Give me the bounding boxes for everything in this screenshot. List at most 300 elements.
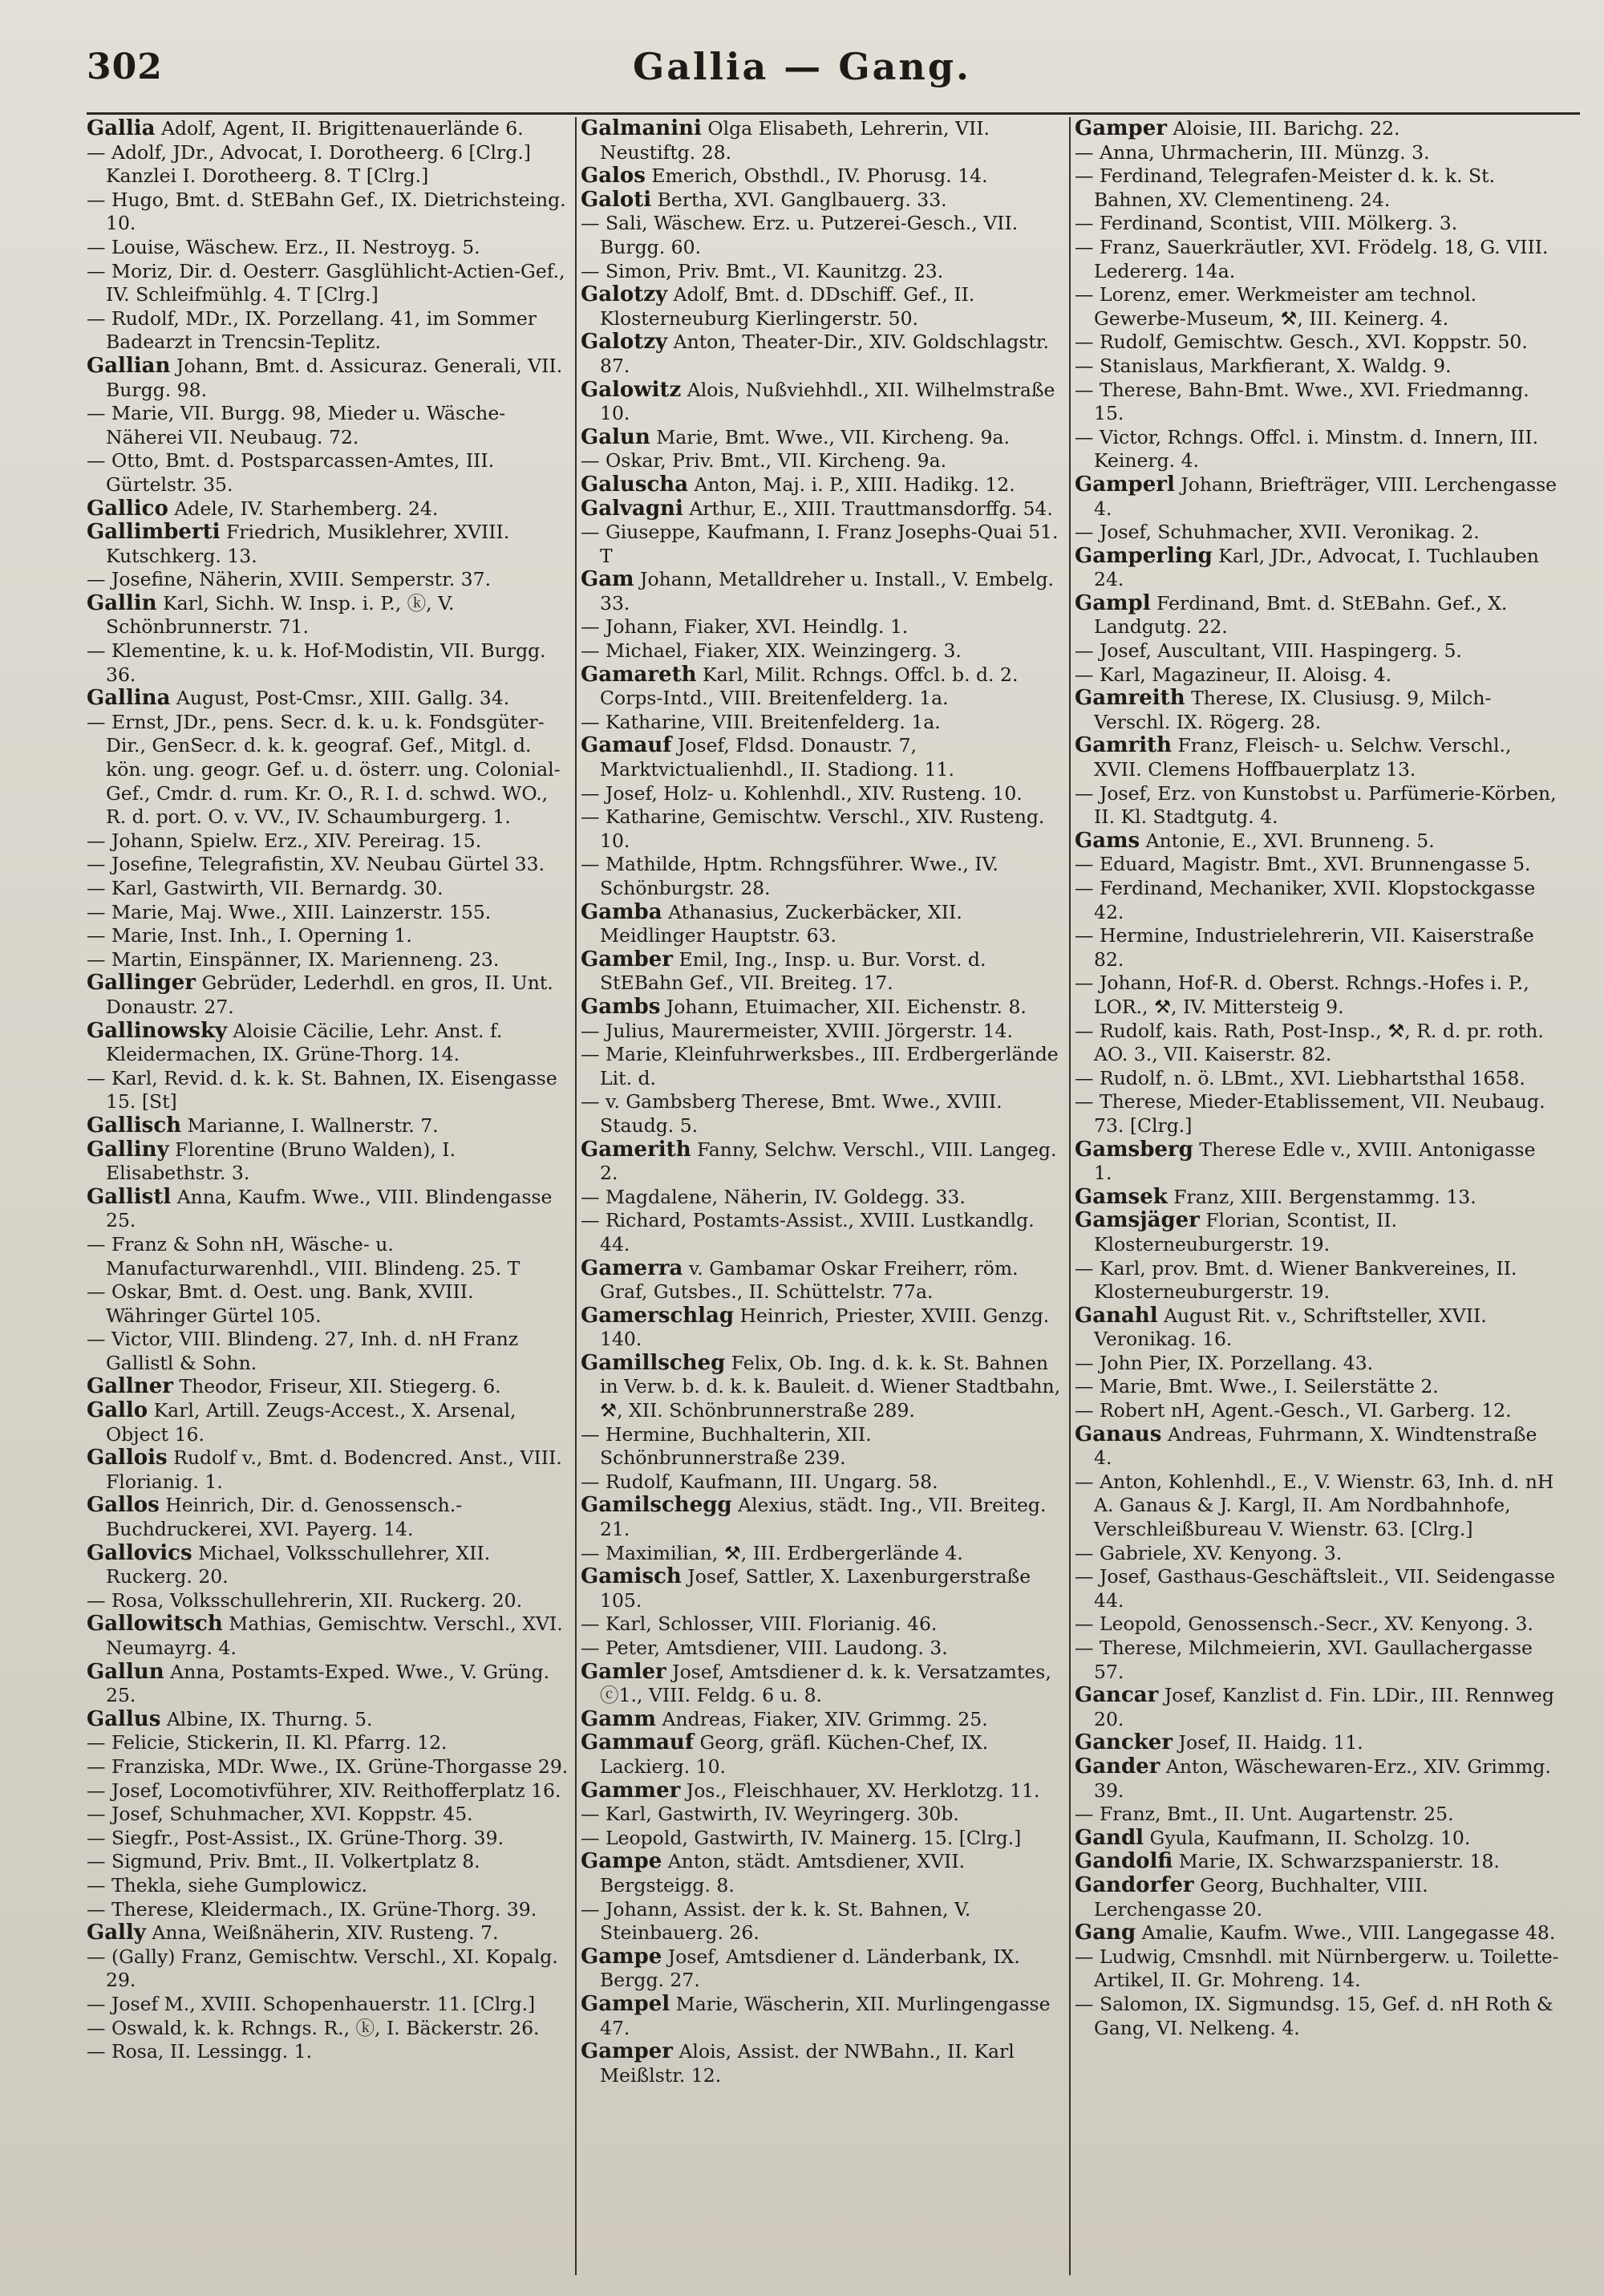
entry-surname: Gamilschegg xyxy=(581,1493,732,1518)
directory-entry xyxy=(581,497,1065,521)
entry-text: — John Pier, IX. Porzellang. 43. xyxy=(1075,1351,1374,1374)
entry-surname: Gamperling xyxy=(1075,543,1213,568)
entry-surname: Gamper xyxy=(1075,117,1167,140)
directory-entry xyxy=(87,948,571,972)
entry-text: Adolf, Bmt. d. DDschiff. Gef., II. Klosterneuburg Kierlingerstr. 50. xyxy=(600,283,975,330)
entry-surname: Ganaus xyxy=(1075,1422,1162,1446)
entry-text: Josef, Kanzlist d. Fin. LDir., III. Rennweg 20. xyxy=(1094,1684,1554,1730)
entry-surname: Gallner xyxy=(87,1374,173,1399)
entry-text: — Franz, Sauerkräutler, XVI. Frödelg. 18, G. VIII. Ledererg. 14a. xyxy=(1075,235,1549,282)
entry-surname: Gambs xyxy=(581,994,661,1019)
column-2 xyxy=(581,117,1065,2275)
directory-entry xyxy=(581,449,1065,473)
entry-text: — Otto, Bmt. d. Postsparcassen-Amtes, III. Gürtelstr. 35. xyxy=(87,449,495,496)
entry-surname: Gamler xyxy=(581,1659,666,1684)
directory-entry xyxy=(87,1186,571,1233)
directory-entry xyxy=(87,711,571,830)
directory-entry xyxy=(87,1921,571,1945)
entry-text: Anton, Theater-Dir., XIV. Goldschlagstr. 87. xyxy=(600,331,1049,377)
directory-entry xyxy=(581,1612,1065,1637)
directory-entry xyxy=(87,877,571,901)
entry-text: — Rudolf, n. ö. LBmt., XVI. Liebhartsthal 1658. xyxy=(1075,1066,1525,1089)
directory-entry xyxy=(581,1209,1065,1256)
directory-entry xyxy=(581,1138,1065,1186)
entry-surname: Gancker xyxy=(1075,1730,1173,1755)
entry-surname: Gamsberg xyxy=(1075,1137,1193,1162)
entry-text: Franz, XIII. Bergenstammg. 13. xyxy=(1167,1185,1476,1208)
entry-text: — Julius, Maurermeister, XVIII. Jörgerstr. 14. xyxy=(581,1019,1013,1042)
column-1 xyxy=(87,117,571,2275)
entry-text: — Robert nH, Agent.-Gesch., VI. Garberg. 12. xyxy=(1075,1399,1512,1422)
entry-surname: Galoti xyxy=(581,187,652,212)
directory-entry xyxy=(1075,592,1559,639)
entry-text: Franz, Fleisch- u. Selchw. Verschl., XVII. Clemens Hoffbauerplatz 13. xyxy=(1094,734,1512,781)
directory-entry xyxy=(1075,1827,1559,1851)
entry-text: — Mathilde, Hptm. Rchngsführer. Wwe., IV. Schönburgstr. 28. xyxy=(581,853,998,899)
entry-text: — Katharine, Gemischtw. Verschl., XIV. Rusteng. 10. xyxy=(581,805,1045,852)
directory-entry xyxy=(581,1993,1065,2040)
directory-entry xyxy=(1075,782,1559,830)
directory-entry xyxy=(1075,545,1559,592)
entry-surname: Gamm xyxy=(581,1706,657,1731)
entry-text: Johann, Etuimacher, XII. Eichenstr. 8. xyxy=(660,995,1027,1018)
directory-entry xyxy=(87,307,571,355)
directory-entry xyxy=(1075,117,1559,141)
entry-text: — Marie, Maj. Wwe., XIII. Lainzerstr. 155. xyxy=(87,900,492,923)
entry-text: — Rudolf, MDr., IX. Porzellang. 41, im Sommer Badearzt in Trencsin-Teplitz. xyxy=(87,306,537,354)
directory-entry xyxy=(87,1661,571,1708)
entry-text: Marie, Wäscherin, XII. Murlingengasse 47. xyxy=(600,1992,1051,2039)
directory-entry xyxy=(1075,830,1559,854)
entry-surname: Gandl xyxy=(1075,1825,1144,1850)
directory-entry xyxy=(1075,426,1559,473)
entry-surname: Galowitz xyxy=(581,377,682,402)
directory-entry xyxy=(581,189,1065,213)
directory-entry xyxy=(1075,1731,1559,1755)
entry-surname: Gamisch xyxy=(581,1564,682,1589)
directory-entry xyxy=(581,1470,1065,1495)
directory-entry xyxy=(581,1565,1065,1612)
entry-text: Therese, IX. Clusiusg. 9, Milch-Verschl. IX. Rögerg. 28. xyxy=(1094,687,1492,733)
entry-text: Georg, gräfl. Küchen-Chef, IX. Lackierg. 10. xyxy=(600,1731,989,1778)
entry-text: — Johann, Fiaker, XVI. Heindlg. 1. xyxy=(581,615,909,639)
entry-text: — Karl, Gastwirth, VII. Bernardg. 30. xyxy=(87,877,444,899)
page-number: 302 xyxy=(87,47,163,87)
directory-entry xyxy=(581,1257,1065,1304)
entry-surname: Gallois xyxy=(87,1446,168,1470)
entry-text: Marie, Bmt. Wwe., VII. Kircheng. 9a. xyxy=(650,425,1010,448)
directory-entry xyxy=(87,592,571,639)
entry-surname: Gamsek xyxy=(1075,1184,1168,1209)
directory-entry xyxy=(87,1114,571,1138)
entry-text: — Josef, Schuhmacher, XVII. Veronikag. 2. xyxy=(1075,521,1480,544)
directory-entry xyxy=(87,1589,571,1613)
entry-text: — Marie, Inst. Inh., I. Operning 1. xyxy=(87,924,412,947)
directory-entry xyxy=(581,1637,1065,1661)
directory-entry xyxy=(1075,1755,1559,1803)
entry-text: Josef, Amtsdiener d. Länderbank, IX. Bergg. 27. xyxy=(600,1945,1020,1992)
directory-entry xyxy=(87,1993,571,2017)
directory-entry xyxy=(581,117,1065,164)
entry-text: — Franz, Bmt., II. Unt. Augartenstr. 25. xyxy=(1075,1803,1454,1826)
directory-entry xyxy=(1075,141,1559,165)
directory-entry xyxy=(1075,1020,1559,1067)
entry-text: — Oskar, Priv. Bmt., VII. Kircheng. 9a. xyxy=(581,449,947,473)
entry-surname: Gamerschlag xyxy=(581,1303,735,1328)
entry-surname: Gampe xyxy=(581,1944,662,1969)
directory-entry xyxy=(87,236,571,260)
entry-text: — Rudolf, Kaufmann, III. Ungarg. 58. xyxy=(581,1470,938,1493)
entry-surname: Galliny xyxy=(87,1137,169,1162)
entry-text: — Josef M., XVIII. Schopenhauerstr. 11. [Clrg.] xyxy=(87,1992,536,2015)
entry-text: — Ferdinand, Mechaniker, XVII. Klopstockgasse 42. xyxy=(1075,877,1536,923)
page-header xyxy=(0,42,1604,98)
directory-entry xyxy=(87,1708,571,1732)
directory-entry xyxy=(87,2040,571,2064)
entry-surname: Gang xyxy=(1075,1921,1136,1945)
entry-text: Josef, II. Haidg. 11. xyxy=(1173,1731,1363,1754)
directory-entry xyxy=(1075,1803,1559,1827)
entry-text: Rudolf v., Bmt. d. Bodencred. Anst., VIII. Florianig. 1. xyxy=(106,1446,562,1493)
entry-text: — Katharine, VIII. Breitenfelderg. 1a. xyxy=(581,710,941,733)
entry-text: — Rudolf, kais. Rath, Post-Insp., ⚒, R. d. pr. roth. AO. 3., VII. Kaiserstr. 82. xyxy=(1075,1019,1544,1066)
entry-surname: Gamper xyxy=(581,2039,673,2064)
directory-entry xyxy=(1075,1186,1559,1210)
entry-surname: Gamba xyxy=(581,899,662,924)
directory-entry xyxy=(1075,663,1559,688)
entry-text: — Martin, Einspänner, IX. Marienneng. 23. xyxy=(87,947,500,971)
directory-entry xyxy=(581,1803,1065,1827)
entry-surname: Gamerra xyxy=(581,1255,683,1280)
entry-text: — Karl, Gastwirth, IV. Weyringerg. 30b. xyxy=(581,1803,959,1826)
directory-entry xyxy=(1075,687,1559,734)
directory-entry xyxy=(87,1874,571,1898)
directory-entry xyxy=(1075,1090,1559,1138)
entry-text: v. Gambamar Oskar Freiherr, röm. Graf, Gutsbes., II. Schüttelstr. 77a. xyxy=(600,1256,1019,1304)
directory-entry xyxy=(581,164,1065,189)
directory-entry xyxy=(581,734,1065,781)
entry-text: — Therese, Milchmeierin, XVI. Gaullachergasse 57. xyxy=(1075,1637,1533,1683)
directory-entry xyxy=(87,1779,571,1803)
entry-text: Theodor, Friseur, XII. Stiegerg. 6. xyxy=(172,1375,501,1398)
directory-entry xyxy=(1075,521,1559,545)
entry-text: — Karl, Revid. d. k. k. St. Bahnen, IX. Eisengasse 15. [St] xyxy=(87,1066,557,1114)
directory-entry xyxy=(1075,1874,1559,1921)
entry-text: — Magdalene, Näherin, IV. Goldegg. 33. xyxy=(581,1185,966,1208)
entry-surname: Gamber xyxy=(581,947,673,972)
directory-entry xyxy=(87,639,571,687)
directory-entry xyxy=(1075,924,1559,972)
entry-text: — Franz & Sohn nH, Wäsche- u. Manufacturwarenhdl., VIII. Blindeng. 25. T xyxy=(87,1232,520,1280)
entry-text: — Ferdinand, Scontist, VIII. Mölkerg. 3. xyxy=(1075,212,1458,235)
entry-text: — (Gally) Franz, Gemischtw. Verschl., XI. Kopalg. 29. xyxy=(87,1945,558,1992)
entry-surname: Galuscha xyxy=(581,472,689,497)
entry-text: Johann, Metalldreher u. Install., V. Embelg. 33. xyxy=(600,568,1055,615)
entry-text: — Therese, Bahn-Bmt. Wwe., XVI. Friedmanng. 15. xyxy=(1075,378,1529,425)
entry-text: August, Post-Cmsr., XIII. Gallg. 34. xyxy=(170,687,510,710)
directory-entry xyxy=(581,379,1065,426)
entry-text: Karl, Sichh. W. Insp. i. P., ⓚ, V. Schönbrunnerstr. 71. xyxy=(106,591,455,639)
directory-entry xyxy=(87,1375,571,1399)
entry-surname: Gamareth xyxy=(581,662,697,687)
directory-entry xyxy=(87,1542,571,1589)
directory-entry xyxy=(87,1399,571,1446)
entry-surname: Gamerith xyxy=(581,1137,691,1162)
entry-surname: Gamsjäger xyxy=(1075,1208,1200,1233)
directory-entry xyxy=(87,141,571,189)
entry-surname: Gammer xyxy=(581,1778,681,1803)
entry-text: — Louise, Wäschew. Erz., II. Nestroyg. 5. xyxy=(87,235,480,258)
directory-entry xyxy=(87,853,571,877)
directory-entry xyxy=(581,1779,1065,1803)
entry-text: Johann, Bmt. d. Assicuraz. Generali, VII. Burgg. 98. xyxy=(106,354,563,401)
entry-text: — Hermine, Industrielehrerin, VII. Kaiserstraße 82. xyxy=(1075,924,1534,971)
directory-entry xyxy=(87,1803,571,1827)
entry-text: Aloisie, III. Barichg. 22. xyxy=(1166,117,1400,140)
directory-entry xyxy=(581,1020,1065,1044)
entry-text: — Victor, VIII. Blindeng. 27, Inh. d. nH Franz Gallistl & Sohn. xyxy=(87,1328,519,1374)
entry-text: Jos., Fleischhauer, XV. Herklotzg. 11. xyxy=(680,1779,1040,1802)
entry-text: Athanasius, Zuckerbäcker, XII. Meidlinger Hauptstr. 63. xyxy=(600,900,962,947)
directory-entry xyxy=(87,1731,571,1755)
directory-entry xyxy=(87,1494,571,1541)
directory-entry xyxy=(1075,1637,1559,1684)
entry-surname: Gamillscheg xyxy=(581,1350,726,1375)
directory-entry xyxy=(581,426,1065,450)
entry-text: Fanny, Selchw. Verschl., VIII. Langeg. 2. xyxy=(600,1138,1057,1185)
directory-entry xyxy=(1075,1542,1559,1566)
directory-entry xyxy=(581,1352,1065,1423)
entry-text: Olga Elisabeth, Lehrerin, VII. Neustiftg. 28. xyxy=(600,117,990,164)
entry-surname: Gallinowsky xyxy=(87,1018,228,1043)
directory-entry xyxy=(1075,734,1559,781)
entry-text: — Victor, Rchngs. Offcl. i. Minstm. d. Innern, III. Keinerg. 4. xyxy=(1075,425,1539,473)
entry-text: — Salomon, IX. Sigmundsg. 15, Gef. d. nH Roth & Gang, VI. Nelkeng. 4. xyxy=(1075,1992,1553,2039)
entry-surname: Gampe xyxy=(581,1849,662,1874)
entry-text: Anton, Maj. i. P., XIII. Hadikg. 12. xyxy=(688,473,1015,496)
entry-text: — Therese, Mieder-Etablissement, VII. Neubaug. 73. [Clrg.] xyxy=(1075,1090,1545,1137)
entry-surname: Galun xyxy=(581,424,650,449)
entry-text: Emerich, Obsthdl., IV. Phorusg. 14. xyxy=(645,164,988,188)
entry-text: Karl, Milit. Rchngs. Offcl. b. d. 2. Corps-Intd., VIII. Breitenfelderg. 1a. xyxy=(600,663,1019,710)
entry-text: Anna, Weißnäherin, XIV. Rusteng. 7. xyxy=(145,1921,499,1945)
directory-entry xyxy=(1075,1257,1559,1304)
directory-entry xyxy=(1075,331,1559,355)
directory-entry xyxy=(581,615,1065,639)
entry-text: Andreas, Fuhrmann, X. Windtenstraße 4. xyxy=(1094,1422,1537,1470)
entry-text: — Josef, Gasthaus-Geschäftsleit., VII. Seidengasse 44. xyxy=(1075,1565,1556,1612)
entry-text: Alois, Nußviehhdl., XII. Wilhelmstraße 10. xyxy=(600,378,1055,425)
entry-surname: Gams xyxy=(1075,828,1140,853)
directory-entry xyxy=(1075,877,1559,924)
directory-entry xyxy=(581,2040,1065,2087)
entry-text: — Oskar, Bmt. d. Oest. ung. Bank, XVIII. Währinger Gürtel 105. xyxy=(87,1280,474,1327)
entry-text: — Stanislaus, Markfierant, X. Waldg. 9. xyxy=(1075,354,1452,377)
entry-text: — Leopold, Gastwirth, IV. Mainerg. 15. [Clrg.] xyxy=(581,1826,1022,1849)
entry-surname: Gancar xyxy=(1075,1683,1159,1708)
directory-entry xyxy=(1075,1399,1559,1423)
entry-text: Josef, Amtsdiener d. k. k. Versatzamtes, ⓒ1., VIII. Feldg. 6 u. 8. xyxy=(600,1660,1051,1707)
directory-entry xyxy=(1075,639,1559,663)
entry-text: Ferdinand, Bmt. d. StEBahn. Gef., X. Landgutg. 22. xyxy=(1094,591,1508,639)
directory-entry xyxy=(581,948,1065,996)
entry-text: Amalie, Kaufm. Wwe., VIII. Langegasse 48. xyxy=(1136,1921,1556,1945)
entry-surname: Gamreith xyxy=(1075,686,1185,711)
entry-text: — v. Gambsberg Therese, Bmt. Wwe., XVIII. Staudg. 5. xyxy=(581,1090,1003,1137)
entry-text: Albine, IX. Thurng. 5. xyxy=(160,1707,373,1730)
directory-entry xyxy=(581,996,1065,1020)
directory-entry xyxy=(581,1731,1065,1779)
entry-text: — Rudolf, Gemischtw. Gesch., XVI. Koppstr. 50. xyxy=(1075,331,1528,354)
entry-text: — Josefine, Näherin, XVIII. Semperstr. 37. xyxy=(87,568,492,591)
directory-entry xyxy=(581,1827,1065,1851)
directory-entry xyxy=(87,117,571,141)
directory-entry xyxy=(581,639,1065,663)
directory-entry xyxy=(581,782,1065,806)
directory-entry xyxy=(1075,1067,1559,1091)
entry-surname: Gamrith xyxy=(1075,733,1173,758)
directory-entry xyxy=(581,1494,1065,1541)
entry-surname: Ganahl xyxy=(1075,1303,1158,1328)
directory-entry xyxy=(87,2017,571,2041)
entry-text: — Ludwig, Cmsnhdl. mit Nürnbergerw. u. Toilette-Artikel, II. Gr. Mohreng. 14. xyxy=(1075,1945,1559,1992)
column-divider-2 xyxy=(1069,117,1071,2275)
entry-surname: Gallistl xyxy=(87,1184,172,1209)
entry-surname: Gallia xyxy=(87,117,156,140)
directory-entry xyxy=(87,1067,571,1114)
directory-entry xyxy=(1075,1209,1559,1256)
entry-surname: Gallisch xyxy=(87,1113,182,1138)
directory-entry xyxy=(1075,1375,1559,1399)
entry-text: — Sigmund, Priv. Bmt., II. Volkertplatz 8. xyxy=(87,1850,480,1873)
entry-text: — Rosa, II. Lessingg. 1. xyxy=(87,2040,313,2063)
entry-surname: Gallimberti xyxy=(87,520,221,545)
entry-surname: Gallos xyxy=(87,1493,160,1518)
directory-entry xyxy=(1075,1945,1559,1993)
entry-surname: Gampl xyxy=(1075,590,1151,615)
directory-entry xyxy=(1075,473,1559,521)
entry-text: — Anna, Uhrmacherin, III. Münzg. 3. xyxy=(1075,140,1430,164)
directory-entry xyxy=(87,189,571,236)
entry-text: Johann, Briefträger, VIII. Lerchengasse 4. xyxy=(1094,473,1557,520)
entry-text: Anton, städt. Amtsdiener, XVII. Bergsteigg. 8. xyxy=(600,1850,966,1896)
directory-entry xyxy=(87,1446,571,1494)
entry-surname: Gamauf xyxy=(581,733,672,758)
directory-entry xyxy=(581,521,1065,568)
entry-surname: Gandorfer xyxy=(1075,1872,1194,1897)
entry-text: — Klementine, k. u. k. Hof-Modistin, VII. Burgg. 36. xyxy=(87,639,546,686)
entry-surname: Gammauf xyxy=(581,1730,695,1755)
directory-entry xyxy=(1075,164,1559,212)
directory-entry xyxy=(1075,379,1559,426)
column-divider-1 xyxy=(575,117,577,2275)
directory-entry xyxy=(87,521,571,568)
directory-entry xyxy=(581,1043,1065,1090)
directory-entry xyxy=(87,1233,571,1280)
directory-entry xyxy=(581,853,1065,900)
running-head: Gallia — Gang. xyxy=(632,45,972,88)
entry-surname: Gallinger xyxy=(87,971,196,996)
directory-entry xyxy=(87,972,571,1019)
entry-text: Friedrich, Musiklehrer, XVIII. Kutschkerg. 13. xyxy=(106,521,510,567)
directory-entry xyxy=(1075,1423,1559,1470)
entry-text: Florentine (Bruno Walden), I. Elisabethstr. 3. xyxy=(106,1138,456,1185)
entry-text: — Hermine, Buchhalterin, XII. Schönbrunnerstraße 239. xyxy=(581,1422,872,1470)
entry-text: Karl, JDr., Advocat, I. Tuchlauben 24. xyxy=(1094,544,1539,591)
entry-text: — Karl, Schlosser, VIII. Florianig. 46. xyxy=(581,1612,938,1636)
entry-text: — Oswald, k. k. Rchngs. R., ⓚ, I. Bäckerstr. 26. xyxy=(87,2016,540,2039)
entry-text: Antonie, E., XVI. Brunneng. 5. xyxy=(1140,829,1435,852)
entry-text: Marie, IX. Schwarzspanierstr. 18. xyxy=(1173,1850,1500,1873)
entry-text: Therese Edle v., XVIII. Antonigasse 1. xyxy=(1094,1138,1536,1185)
entry-text: — Johann, Assist. der k. k. St. Bahnen, V. Steinbauerg. 26. xyxy=(581,1897,971,1945)
entry-surname: Gam xyxy=(581,567,634,592)
entry-surname: Gallin xyxy=(87,590,157,615)
entry-text: Adolf, Agent, II. Brigittenauerlände 6. xyxy=(155,117,524,140)
directory-entry xyxy=(1075,1921,1559,1945)
entry-surname: Galotzy xyxy=(581,330,668,355)
directory-entry xyxy=(87,260,571,307)
directory-entry xyxy=(581,1898,1065,1945)
directory-entry xyxy=(581,1945,1065,1993)
entry-text: Josef, Fldsd. Donaustr. 7, Marktvictualienhdl., II. Stadiong. 11. xyxy=(600,734,954,781)
directory-entry xyxy=(87,1020,571,1067)
entry-text: — Marie, Bmt. Wwe., I. Seilerstätte 2. xyxy=(1075,1375,1439,1398)
directory-entry xyxy=(87,687,571,711)
directory-entry xyxy=(581,283,1065,331)
directory-entry xyxy=(1075,1352,1559,1376)
entry-text: Adele, IV. Starhemberg. 24. xyxy=(168,497,439,520)
entry-surname: Galmanini xyxy=(581,117,702,140)
entry-text: — Marie, Kleinfuhrwerksbes., III. Erdbergerlände Lit. d. xyxy=(581,1043,1059,1089)
entry-text: Anna, Kaufm. Wwe., VIII. Blindengasse 25. xyxy=(106,1185,553,1232)
entry-text: — Michael, Fiaker, XIX. Weinzingerg. 3. xyxy=(581,639,962,663)
directory-entry xyxy=(87,1328,571,1375)
entry-surname: Gandolfi xyxy=(1075,1849,1173,1874)
entry-text: Felix, Ob. Ing. d. k. k. St. Bahnen in Verw. b. d. k. k. Bauleit. d. Wiener Stadtbahn, ⚒, XII. Schönbrunnerstraße 289. xyxy=(600,1351,1061,1422)
entry-surname: Gallus xyxy=(87,1706,161,1731)
directory-entry xyxy=(581,1090,1065,1138)
entry-text: Bertha, XVI. Ganglbauerg. 33. xyxy=(651,188,947,211)
entry-text: — Peter, Amtsdiener, VIII. Laudong. 3. xyxy=(581,1637,948,1659)
directory-entry xyxy=(87,1827,571,1851)
directory-entry xyxy=(87,568,571,592)
directory-entry xyxy=(581,1542,1065,1566)
directory-entry xyxy=(581,901,1065,948)
entry-text: — Giuseppe, Kaufmann, I. Franz Josephs-Quai 51. T xyxy=(581,521,1059,567)
entry-text: — Josef, Holz- u. Kohlenhdl., XIV. Rusteng. 10. xyxy=(581,781,1023,805)
entry-surname: Gallina xyxy=(87,686,171,711)
directory-entry xyxy=(581,331,1065,378)
directory-entry xyxy=(87,449,571,497)
directory-entry xyxy=(1075,1684,1559,1731)
entry-text: — Franziska, MDr. Wwe., IX. Grüne-Thorgasse 29. xyxy=(87,1754,569,1778)
directory-entry xyxy=(1075,355,1559,379)
directory-entry xyxy=(581,473,1065,497)
entry-text: — Ernst, JDr., pens. Secr. d. k. u. k. Fondsgüter-Dir., GenSecr. d. k. k. geograf. Gef., Mitgl. d. kön. ung. geogr. Gef. u. d. österr. ung. Colonial-Gef., Cmdr. d. rum. Kr. O., R. I. d. schwd. WO., R. d. port. O. v. VV., IV. Schaumburgerg. 1. xyxy=(87,710,561,829)
directory-entry xyxy=(581,1304,1065,1352)
directory-entry xyxy=(1075,1850,1559,1874)
entry-text: Anna, Postamts-Exped. Wwe., V. Grüng. 25. xyxy=(106,1660,550,1707)
directory-entry xyxy=(1075,972,1559,1019)
entry-text: — Thekla, siehe Gumplowicz. xyxy=(87,1873,367,1896)
entry-text: — Johann, Spielw. Erz., XIV. Pereirag. 15. xyxy=(87,829,482,852)
directory-entry xyxy=(87,924,571,948)
entry-text: — Ferdinand, Telegrafen-Meister d. k. k. St. Bahnen, XV. Clementineng. 24. xyxy=(1075,164,1496,211)
directory-entry xyxy=(1075,1612,1559,1637)
directory-entry xyxy=(87,1280,571,1328)
entry-text: Emil, Ing., Insp. u. Bur. Vorst. d. StEBahn Gef., VII. Breiteg. 17. xyxy=(600,947,986,995)
